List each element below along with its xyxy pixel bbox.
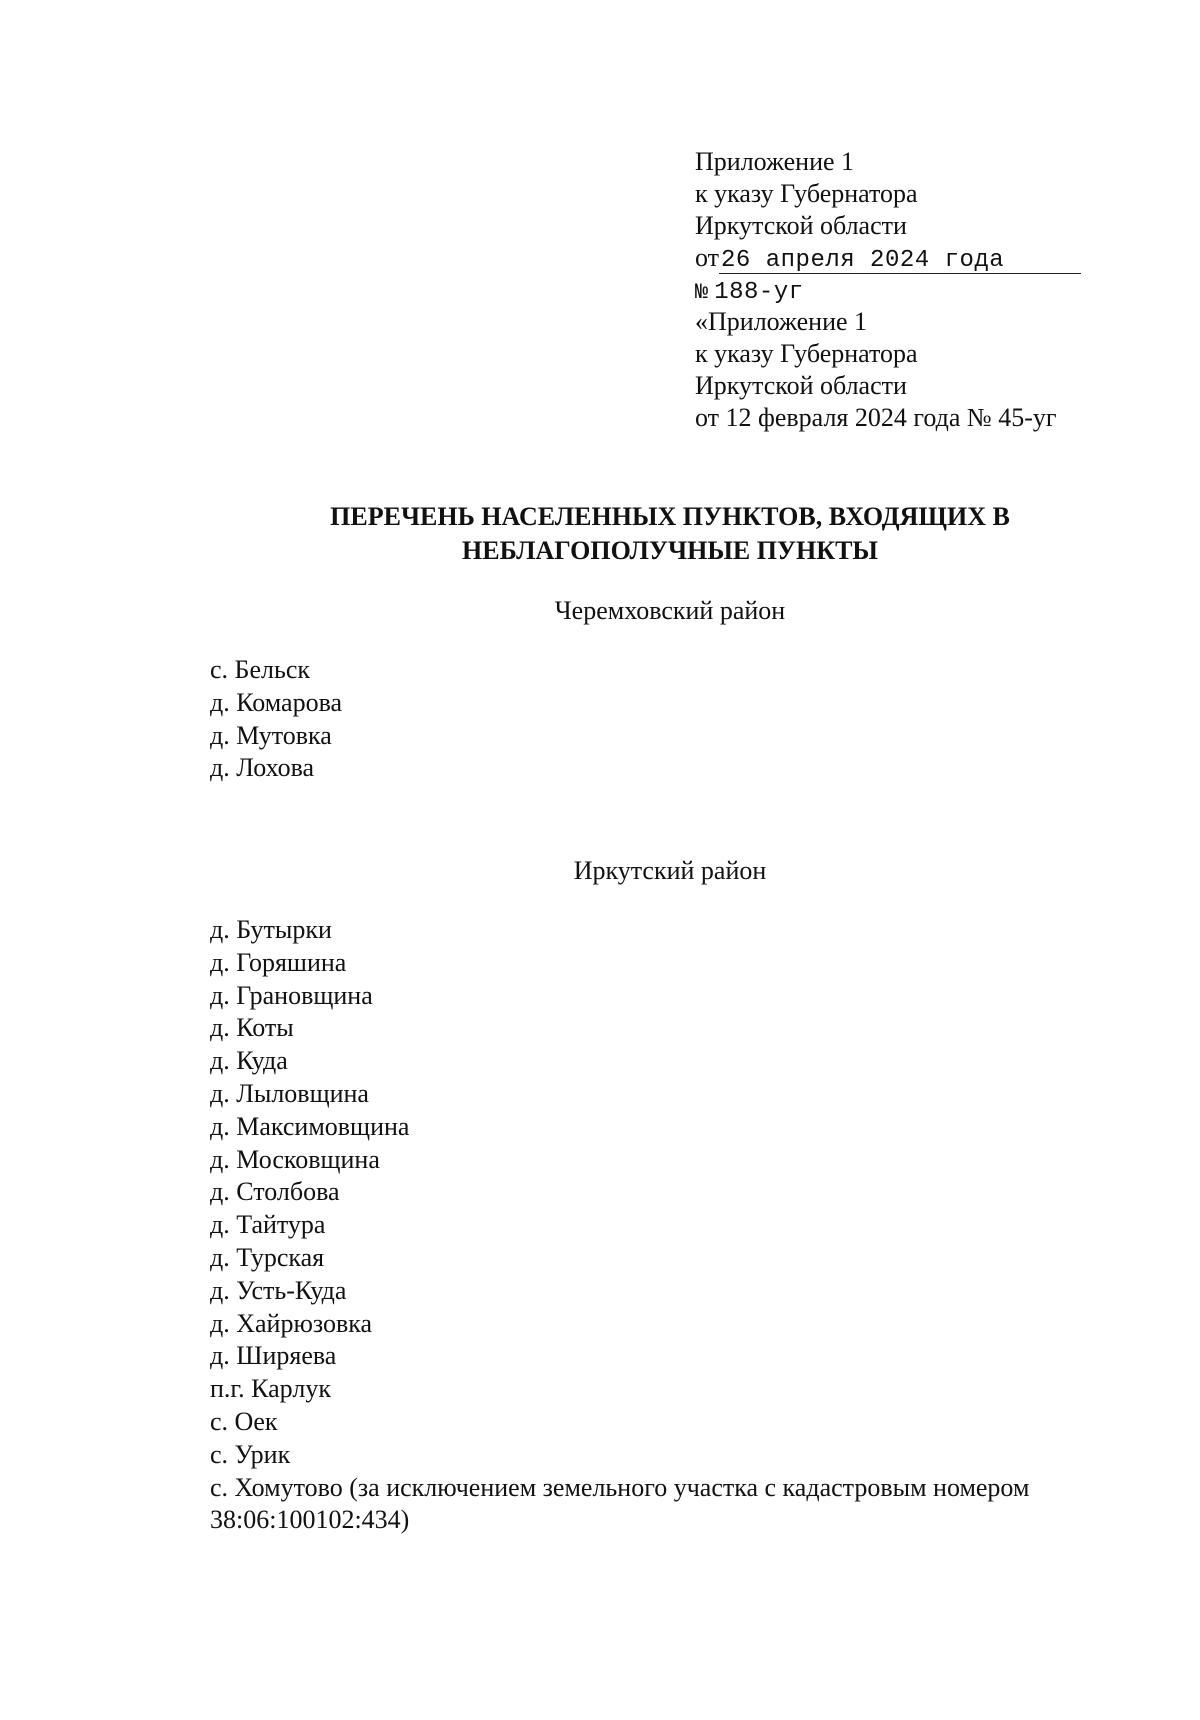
list-item: д. Комарова <box>210 687 343 717</box>
list-item: д. Куда <box>210 1046 288 1076</box>
district-heading: Иркутский район <box>573 856 767 885</box>
appendix-date: 26 апреля 2024 года <box>721 247 1005 274</box>
list-item: с. Бельск <box>210 655 311 684</box>
list-item: д. Бутырки <box>210 915 332 944</box>
appendix-block <box>695 146 1070 434</box>
appendix-line: от 12 февраля 2024 года № 45-уг <box>695 403 1057 432</box>
number-sign: № <box>695 280 709 305</box>
list-item: с. Хомутово (за исключением земельного участка с кадастровым номером <box>210 1472 1030 1502</box>
list-item: с. Оек <box>210 1406 278 1436</box>
settlement-list <box>210 914 1029 1537</box>
list-item: д. Московщина <box>210 1144 380 1174</box>
list-item: д. Максимовщина <box>210 1111 410 1141</box>
document-title <box>300 500 1040 568</box>
list-item: с. Урик <box>210 1439 291 1469</box>
list-item: д. Горяшина <box>210 947 347 977</box>
appendix-line: Приложение 1 <box>695 147 855 176</box>
appendix-date-line <box>695 242 1070 274</box>
list-item: д. Турская <box>210 1242 325 1272</box>
from-prefix: от <box>695 243 720 272</box>
list-item-continuation: 38:06:100102:434) <box>210 1505 410 1535</box>
appendix-line: Иркутской области <box>695 371 907 400</box>
district-heading: Черемховский район <box>554 596 786 625</box>
title-line: ПЕРЕЧЕНЬ НАСЕЛЕННЫХ ПУНКТОВ, ВХОДЯЩИХ В <box>330 502 1010 531</box>
appendix-line: Иркутской области <box>695 211 907 240</box>
list-item: д. Коты <box>210 1013 294 1043</box>
appendix-line: «Приложение 1 <box>695 307 868 336</box>
title-line: НЕБЛАГОПОЛУЧНЫЕ ПУНКТЫ <box>462 536 878 565</box>
list-item: д. Лохова <box>210 753 315 783</box>
list-item: д. Тайтура <box>210 1210 326 1240</box>
list-item: д. Усть-Куда <box>210 1275 347 1305</box>
list-item: д. Ширяева <box>210 1341 337 1371</box>
list-item: д. Хайрюзовка <box>210 1308 373 1338</box>
appendix-line: к указу Губернатора <box>695 339 918 368</box>
list-item: д. Столбова <box>210 1177 340 1207</box>
list-item: д. Мутовка <box>210 720 332 750</box>
list-item: д. Лыловщина <box>210 1078 369 1108</box>
list-item: д. Грановщина <box>210 980 373 1010</box>
appendix-number: 188-уг <box>714 279 804 306</box>
settlement-list <box>210 654 342 785</box>
date-underline <box>719 273 1081 274</box>
list-item: п.г. Карлук <box>210 1374 331 1404</box>
appendix-line: к указу Губернатора <box>695 179 918 208</box>
appendix-number-line <box>695 274 1070 306</box>
